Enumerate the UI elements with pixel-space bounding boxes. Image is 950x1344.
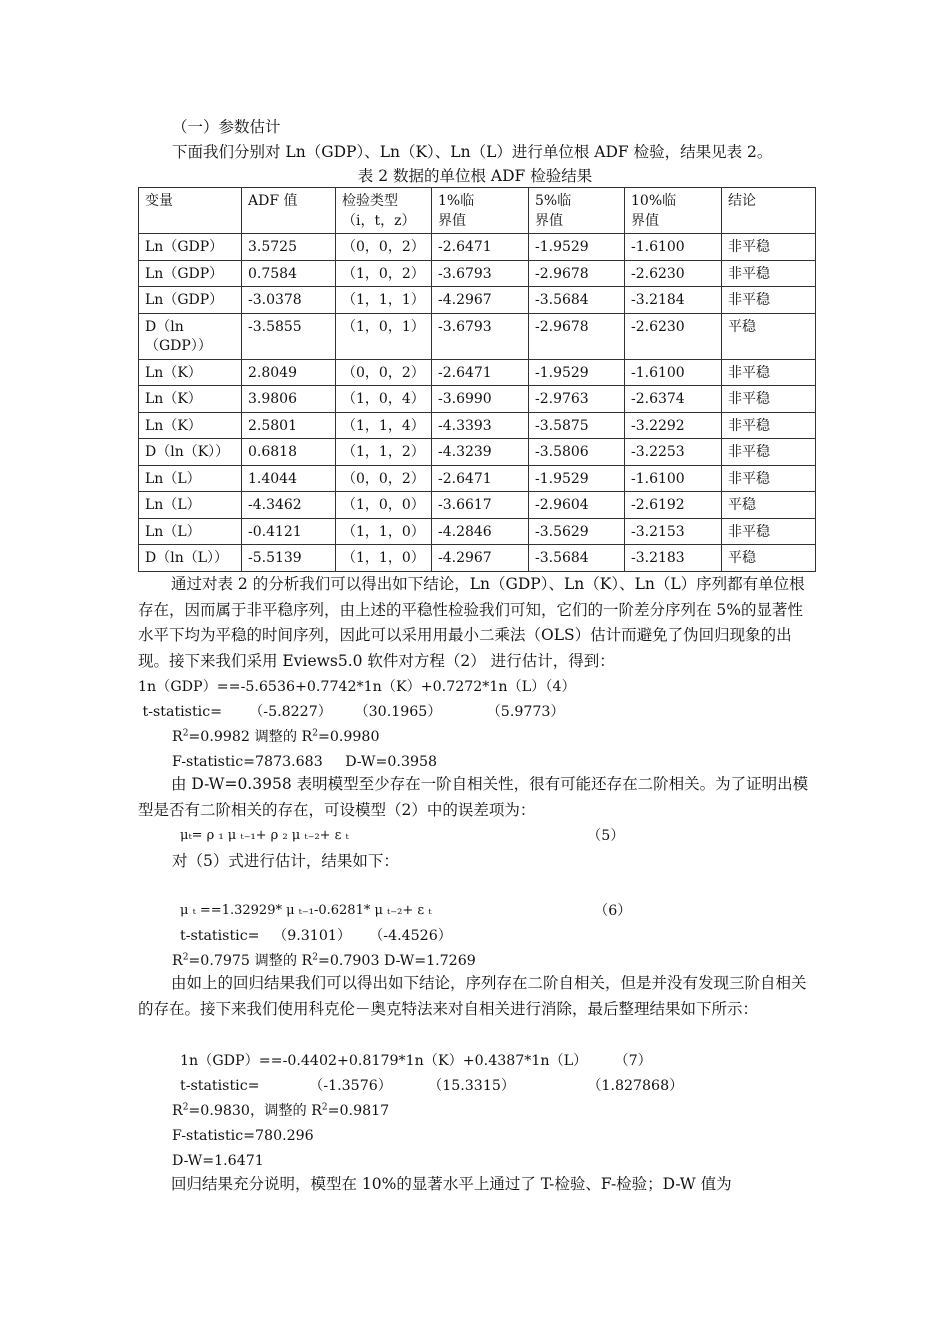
table-cell: -2.6230 (625, 313, 722, 359)
equation-6-r-squared: $R^2=0.7975$ 调整的 $R^2=0.7903$ D-W=1.7269 (172, 952, 476, 969)
table-row (139, 439, 816, 466)
table-cell: Ln（L） (139, 492, 242, 519)
table-cell: 非平稳 (722, 439, 816, 466)
paragraph-conclusion: 回归结果充分说明，模型在 10%的显著水平上通过了 T-检验、F-检验；D-W 值为 (171, 1175, 732, 1193)
table-cell: （1，0，4） (336, 386, 432, 413)
table-cell: -1.9529 (529, 359, 625, 386)
table-cell: -3.5855 (242, 313, 336, 359)
table-cell: Ln（GDP） (139, 287, 242, 314)
table-cell: Ln（K） (139, 386, 242, 413)
table-cell: -4.2846 (432, 518, 529, 545)
table-row (139, 518, 816, 545)
table-row (139, 359, 816, 386)
table-cell: -1.6100 (625, 234, 722, 261)
table-row (139, 234, 816, 261)
table-cell: 非平稳 (722, 287, 816, 314)
table-row (139, 545, 816, 572)
paragraph-estimate: 对（5）式进行估计，结果如下： (172, 852, 399, 870)
table-cell: 3.5725 (242, 234, 336, 261)
equation-7-r-squared: $R^2=0.9830$，调整的 $R^2=0.9817$ (172, 1102, 390, 1119)
table-cell: 非平稳 (722, 260, 816, 287)
section-title: （一）参数估计 (172, 118, 281, 136)
table-cell: -1.9529 (529, 465, 625, 492)
equation-6: μ ₜ ==1.32929* μ ₜ₋₁-0.6281* μ ₜ₋₂+ ε ₜ (180, 903, 432, 918)
equation-6-number: （6） (594, 903, 632, 919)
table-cell: -1.9529 (529, 234, 625, 261)
table-row (139, 386, 816, 413)
table-cell: 1.4044 (242, 465, 336, 492)
equation-6-t-stats: t-statistic= （9.3101） （-4.4526） (180, 928, 452, 944)
table-cell: 平稳 (722, 492, 816, 519)
table-cell: 2.8049 (242, 359, 336, 386)
table-header-row (139, 188, 816, 234)
header-cell: 检验类型 （i，t，z） (336, 188, 432, 234)
table-cell: 平稳 (722, 545, 816, 572)
table-cell: -3.2253 (625, 439, 722, 466)
table-cell: -3.2184 (625, 287, 722, 314)
equation-4-t-stats: t-statistic= （-5.8227） （30.1965） （5.9773） (138, 704, 565, 720)
table-cell: -3.5684 (529, 287, 625, 314)
table-cell: （1，0，0） (336, 492, 432, 519)
table-cell: （1，0，1） (336, 313, 432, 359)
table-cell: -4.3393 (432, 412, 529, 439)
table-cell: （1，1，0） (336, 545, 432, 572)
table-row (139, 260, 816, 287)
equation-4: 1n（GDP）==-5.6536+0.7742*1n（K）+0.7272*1n（L）（4） (138, 679, 576, 695)
table-cell: -2.6374 (625, 386, 722, 413)
table-cell: Ln（L） (139, 518, 242, 545)
adf-table (138, 187, 816, 572)
table-cell: -3.6990 (432, 386, 529, 413)
table-cell: （1，0，2） (336, 260, 432, 287)
table-cell: -4.2967 (432, 287, 529, 314)
table-cell: 非平稳 (722, 386, 816, 413)
table-cell: -1.6100 (625, 359, 722, 386)
paragraph-dw: 由 D-W=0.3958 表明模型至少存在一阶自相关性，很有可能还存在二阶相关。为了证明出模型是否有二阶相关的存在，可设模型（2）中的误差项为： (138, 775, 809, 819)
table-cell: -4.3239 (432, 439, 529, 466)
table-cell: D（ln （GDP）） (139, 313, 242, 359)
paragraph-correction: 由如上的回归结果我们可以得出如下结论，序列存在二阶自相关，但是并没有发现三阶自相关的存在。接下来我们使用科克伦－奥克特法来对自相关进行消除，最后整理结果如下所示： (138, 974, 807, 1018)
table-cell: -2.6192 (625, 492, 722, 519)
equation-5-number: （5） (587, 828, 625, 844)
table-cell: D（ln（L）） (139, 545, 242, 572)
table-row (139, 492, 816, 519)
table-cell: -3.5684 (529, 545, 625, 572)
equation-4-r-squared: $R^2=0.9982$ 调整的 $R^2=0.9980$ (172, 728, 380, 745)
table-cell: Ln（L） (139, 465, 242, 492)
table-cell: -3.6793 (432, 313, 529, 359)
header-cell: 结论 (722, 188, 816, 234)
header-cell: 变量 (139, 188, 242, 234)
table-cell: Ln（K） (139, 412, 242, 439)
header-cell: ADF 值 (242, 188, 336, 234)
table-cell: -4.2967 (432, 545, 529, 572)
table-cell: 2.5801 (242, 412, 336, 439)
intro-text: 下面我们分别对 Ln（GDP）、Ln（K）、Ln（L）进行单位根 ADF 检验，结果见表 2。 (172, 143, 773, 161)
equation-4-f-stat: F-statistic=7873.683 D-W=0.3958 (172, 754, 438, 770)
table-row (139, 412, 816, 439)
header-cell: 1%临 界值 (432, 188, 529, 234)
table-cell: -3.6793 (432, 260, 529, 287)
table-cell: （1，1，1） (336, 287, 432, 314)
table-cell: -3.2292 (625, 412, 722, 439)
table-cell: -3.5875 (529, 412, 625, 439)
table-cell: 非平稳 (722, 518, 816, 545)
table-row (139, 465, 816, 492)
table-cell: （1，1，4） (336, 412, 432, 439)
table-cell: 非平稳 (722, 359, 816, 386)
table-row (139, 313, 816, 359)
table-cell: -4.3462 (242, 492, 336, 519)
table-cell: -2.6471 (432, 465, 529, 492)
table-cell: 0.7584 (242, 260, 336, 287)
table-cell: -5.5139 (242, 545, 336, 572)
equation-7-dw: D-W=1.6471 (172, 1153, 264, 1169)
table-cell: -1.6100 (625, 465, 722, 492)
table-cell: （1，1，0） (336, 518, 432, 545)
table-cell: -3.2153 (625, 518, 722, 545)
table-cell: -0.4121 (242, 518, 336, 545)
table-cell: -3.5806 (529, 439, 625, 466)
header-cell: 10%临 界值 (625, 188, 722, 234)
table-cell: -2.9678 (529, 313, 625, 359)
table-cell: 3.9806 (242, 386, 336, 413)
table-cell: Ln（GDP） (139, 234, 242, 261)
table-cell: （0，0，2） (336, 465, 432, 492)
table-cell: 非平稳 (722, 465, 816, 492)
table-cell: （1，1，2） (336, 439, 432, 466)
header-cell: 5%临 界值 (529, 188, 625, 234)
table-cell: Ln（GDP） (139, 260, 242, 287)
table-cell: -2.6471 (432, 234, 529, 261)
equation-7-t-stats: t-statistic= （-1.3576） （15.3315） （1.827868） (180, 1078, 684, 1094)
equation-7-f-stat: F-statistic=780.296 (172, 1128, 314, 1144)
table-cell: -3.2183 (625, 545, 722, 572)
table-cell: -3.0378 (242, 287, 336, 314)
equation-7: 1n（GDP）==-0.4402+0.8179*1n（K）+0.4387*1n（L） （7） (180, 1053, 652, 1069)
table-cell: 非平稳 (722, 412, 816, 439)
table-cell: -2.9678 (529, 260, 625, 287)
equation-5: μₜ= ρ ₁ μ ₜ₋₁+ ρ ₂ μ ₜ₋₂+ ε ₜ (180, 828, 349, 843)
table-cell: 非平稳 (722, 234, 816, 261)
table-cell: -2.6230 (625, 260, 722, 287)
table-caption: 表 2 数据的单位根 ADF 检验结果 (357, 167, 593, 185)
table-cell: （0，0，2） (336, 234, 432, 261)
table-cell: -3.5629 (529, 518, 625, 545)
table-cell: -3.6617 (432, 492, 529, 519)
table-cell: 平稳 (722, 313, 816, 359)
table-row (139, 287, 816, 314)
table-cell: 0.6818 (242, 439, 336, 466)
table-cell: Ln（K） (139, 359, 242, 386)
paragraph-analysis: 通过对表 2 的分析我们可以得出如下结论，Ln（GDP）、Ln（K）、Ln（L）序列都有单位根存在，因而属于非平稳序列，由上述的平稳性检验我们可知，它们的一阶差分序列在 5%的显著性水平下均为平稳的时间序列，因此可以采用用最小二乘法（OLS）估计而避免了伪回归现象的出现。接下来我们采用 Eviews5.0 软件对方程（2） 进行估计，得到： (138, 575, 805, 670)
table-cell: D（ln（K）） (139, 439, 242, 466)
table-cell: -2.6471 (432, 359, 529, 386)
table-cell: -2.9604 (529, 492, 625, 519)
table-cell: （0，0，2） (336, 359, 432, 386)
table-cell: -2.9763 (529, 386, 625, 413)
